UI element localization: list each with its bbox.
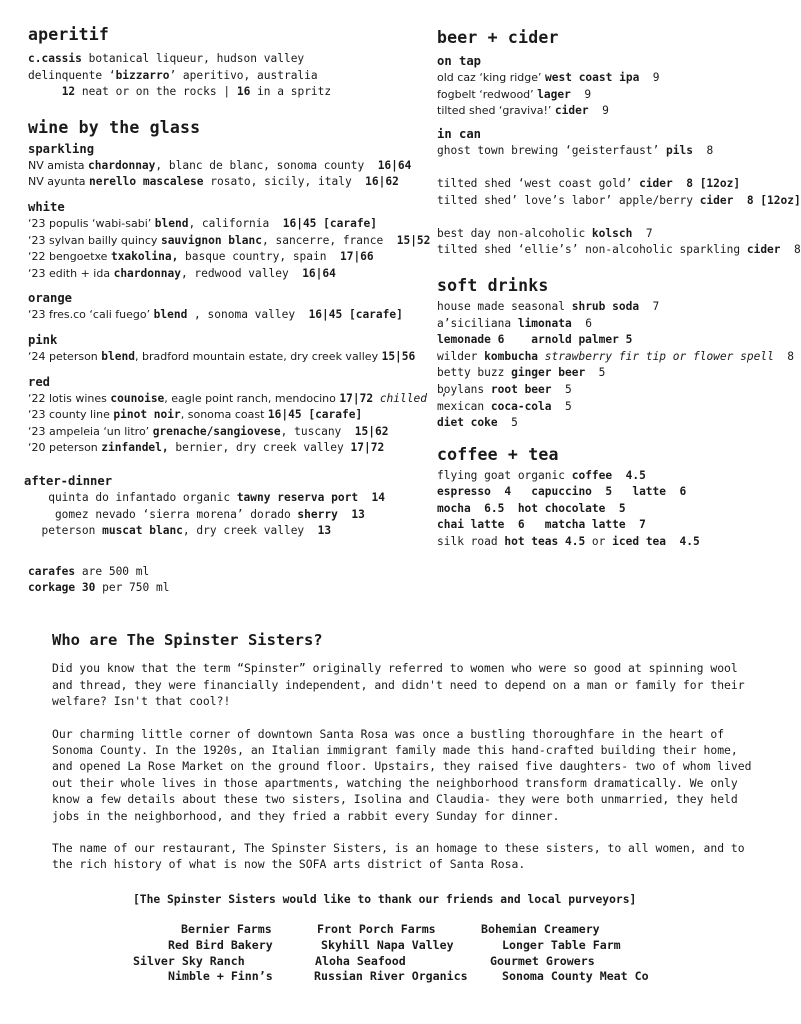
menu-line xyxy=(28,249,428,266)
menu-text: , redwood valley xyxy=(180,266,303,280)
menu-text: , california xyxy=(188,216,283,230)
menu-line xyxy=(437,316,782,333)
menu-text: NV amista xyxy=(28,158,89,172)
menu-text: , sonoma coast xyxy=(180,408,268,422)
menu-text: ghost town brewing ‘geisterfaust’ xyxy=(437,143,667,157)
menu-line xyxy=(437,534,782,551)
menu-item-name: 16|64 xyxy=(302,266,336,280)
menu-text: , dry creek valley xyxy=(182,524,318,538)
menu-text: quinta do infantado organic xyxy=(28,490,237,504)
menu-line xyxy=(28,349,428,366)
menu-text: ‘23 ampeleia ‘un litro’ xyxy=(28,424,153,438)
menu-item-name: 15|52 xyxy=(396,233,431,247)
menu-text: silk road xyxy=(437,535,505,549)
menu-text: betty buzz xyxy=(437,366,512,380)
menu-group-list xyxy=(28,158,428,191)
menu-text: old caz ‘king ridge’ xyxy=(437,71,546,84)
section-title-soft-drinks: soft drinks xyxy=(437,275,549,295)
menu-item-name: 15|56 xyxy=(381,349,416,363)
menu-item-name: 17|72 xyxy=(350,441,385,455)
menu-text: ‘23 county line xyxy=(28,408,114,422)
menu-line xyxy=(437,226,782,243)
menu-text: tilted shed ‘graviva!’ xyxy=(437,104,555,118)
menu-text: neat or on the rocks | xyxy=(75,85,237,99)
menu-line xyxy=(437,193,801,210)
section-title-after-dinner: after-dinner xyxy=(24,473,113,488)
menu-item-name: mocha 6.5 hot chocolate 5 xyxy=(437,501,626,515)
menu-item-name: 13 xyxy=(351,507,365,521)
menu-text: a’siciliana xyxy=(437,316,518,330)
menu-text: 5 xyxy=(551,399,572,413)
menu-line xyxy=(28,523,428,540)
menu-text: mexican xyxy=(437,399,491,413)
menu-item-name: cider xyxy=(554,104,589,118)
menu-item-name: blend xyxy=(101,349,135,363)
menu-line xyxy=(437,399,782,416)
story-paragraph-1: Did you know that the term “Spinster” originally referred to women who were so good at spinning wool and thread, they were financially independent, and didn't need to depend on a man or family for their welfare? Isn't that cool?! xyxy=(52,661,745,709)
menu-item-name: coffee 4.5 xyxy=(571,468,646,482)
menu-item-name: grenache/sangiovese xyxy=(152,424,281,438)
menu-text: ‘23 edith + ida xyxy=(28,266,114,280)
menu-text: ‘22 lotis wines xyxy=(28,391,111,405)
menu-line xyxy=(28,490,428,507)
menu-line xyxy=(437,87,782,104)
menu-item-name: chardonnay xyxy=(113,266,181,280)
purveyor-name: Nimble + Finn’s xyxy=(168,969,273,984)
purveyor-name: Sonoma County Meat Co xyxy=(502,969,649,984)
menu-text: , sonoma valley xyxy=(187,308,309,322)
menu-line xyxy=(437,176,782,193)
menu-item-name: limonata xyxy=(517,316,572,330)
menu-item-name: espresso 4 capuccino 5 latte 6 xyxy=(437,485,687,499)
purveyor-name: Aloha Seafood xyxy=(315,953,406,968)
menu-group-list xyxy=(28,307,428,324)
menu-text: chilled xyxy=(379,391,427,405)
menu-item-name: cider 8 [12oz] xyxy=(699,193,801,207)
menu-group-title: white xyxy=(28,199,65,214)
menu-text: ‘22 bengoetxe xyxy=(28,250,111,264)
menu-group-title: orange xyxy=(28,291,73,306)
menu-line xyxy=(437,332,782,349)
purveyor-name: Red Bird Bakery xyxy=(168,937,273,952)
menu-item-name: zinfandel, xyxy=(101,441,169,455)
menu-group xyxy=(28,290,428,324)
menu-text: 9 xyxy=(588,104,609,118)
menu-group-list xyxy=(437,70,782,120)
menu-item-name: kolsch xyxy=(591,226,633,240)
menu-text: , tuscany xyxy=(280,424,355,438)
menu-item-name: hot teas 4.5 xyxy=(504,535,586,549)
story-title: Who are The Spinster Sisters? xyxy=(52,631,323,649)
menu-text: 5 xyxy=(551,382,572,396)
story-paragraph-2: Our charming little corner of downtown Santa Rosa was once a bustling thoroughfare in the heart of Sonoma County. In the 1920s, an Italian immigrant family made this hand-crafted building their home, and opened La Rose Market on the ground floor. Upstairs, they raised five daughters- two of whom lived out their whole lives in those apartments, watching the neighborhood transform dramatically. We only know a few details about these two sisters, Isolina and Claudia- they were both unmarried, they held jobs in the neighborhood, and they fried a rabbit every Sunday for dinner. xyxy=(52,726,752,823)
menu-text: boylans xyxy=(437,382,491,396)
purveyor-name: Silver Sky Ranch xyxy=(133,953,245,968)
menu-item-name: ginger beer xyxy=(511,366,586,380)
menu-text: best day non-alcoholic xyxy=(437,226,592,240)
purveyor-name: Bohemian Creamery xyxy=(481,922,600,936)
menu-text: ‘24 peterson xyxy=(28,349,102,363)
menu-text: 8 xyxy=(773,349,795,363)
menu-item-name: 17|66 xyxy=(339,250,374,264)
menu-line xyxy=(28,233,431,250)
menu-item-name: c.cassis xyxy=(28,52,82,65)
menu-group-title: in can xyxy=(437,126,482,141)
menu-text xyxy=(358,491,371,504)
menu-text xyxy=(437,210,444,223)
menu-item-name: lemonade 6 arnold palmer 5 xyxy=(437,333,633,347)
menu-line xyxy=(28,391,448,408)
menu-group-title: sparkling xyxy=(28,141,95,156)
menu-line xyxy=(437,299,782,316)
menu-text: delinquente ‘ xyxy=(28,68,116,82)
purveyor-name: Russian River Organics xyxy=(314,969,468,984)
menu-item-name: 16|45 [carafe] xyxy=(282,216,378,230)
menu-group-title: on tap xyxy=(437,54,482,68)
menu-line xyxy=(28,564,428,581)
purveyor-name: Gourmet Growers xyxy=(490,953,595,968)
menu-text: 9 xyxy=(639,71,660,84)
menu-item-name: 17|72 xyxy=(339,391,374,405)
menu-line xyxy=(28,507,428,524)
menu-line xyxy=(437,382,782,399)
menu-text: 9 xyxy=(570,87,592,101)
menu-line xyxy=(28,84,428,101)
thanks-line: [The Spinster Sisters would like to thank our friends and local purveyors] xyxy=(133,893,637,906)
after-dinner-list xyxy=(28,490,428,540)
purveyor-row xyxy=(0,922,791,938)
menu-item-name: cider xyxy=(746,243,781,257)
menu-item-name: muscat blanc xyxy=(102,524,183,538)
menu-text: 6 xyxy=(571,316,592,330)
menu-line xyxy=(437,159,782,176)
menu-line xyxy=(437,242,801,259)
menu-item-name: sauvignon blanc xyxy=(160,233,262,247)
menu-group-list xyxy=(28,391,448,457)
right-column xyxy=(437,27,801,551)
menu-line xyxy=(437,517,782,534)
menu-line xyxy=(437,484,782,501)
purveyor-name: Skyhill Napa Valley xyxy=(321,937,454,952)
soft-drinks-list xyxy=(437,299,795,432)
menu-text: ‘23 sylvan bailly quincy xyxy=(28,233,161,247)
menu-line xyxy=(28,51,428,68)
menu-line xyxy=(28,174,428,191)
menu-line xyxy=(28,424,428,441)
menu-text: 7 xyxy=(639,299,660,313)
section-title-wine: wine by the glass xyxy=(28,117,201,137)
menu-item-name: nerello mascalese xyxy=(89,175,204,189)
menu-text: 8 xyxy=(692,143,714,157)
purveyor-row xyxy=(0,969,791,985)
menu-text: peterson xyxy=(28,524,103,538)
carafe-corkage-notes xyxy=(28,564,428,597)
section-title-coffee-tea: coffee + tea xyxy=(437,444,559,464)
menu-line xyxy=(437,70,782,87)
menu-text: 8 xyxy=(780,243,801,257)
aperitif-list xyxy=(28,51,428,101)
menu-group-title: red xyxy=(28,374,51,389)
menu-text: , eagle point ranch, mendocino xyxy=(164,391,340,405)
menu-item-name: 16|62 xyxy=(365,175,399,189)
menu-line xyxy=(28,440,428,457)
menu-text: tilted shed ‘ellie’s’ non-alcoholic sparkling xyxy=(437,243,747,257)
menu-item-name: shrub soda xyxy=(571,299,640,313)
menu-text: strawberry fir tip or flower spell xyxy=(544,349,774,363)
menu-text xyxy=(538,350,545,363)
menu-item-name: blend xyxy=(153,308,188,322)
menu-item-name: pils xyxy=(666,143,693,157)
menu-item-name: cider 8 [12oz] xyxy=(639,176,741,190)
menu-text: gomez nevado ‘sierra morena’ dorado xyxy=(28,507,298,521)
menu-text: ‘23 fres.co ‘cali fuego’ xyxy=(28,308,154,322)
menu-group xyxy=(28,199,431,282)
menu-item-name: chai latte 6 matcha latte 7 xyxy=(437,518,646,532)
menu-text: flying goat organic xyxy=(437,468,572,482)
menu-line xyxy=(437,365,782,382)
menu-text: tilted shed ‘west coast gold’ xyxy=(437,176,640,190)
menu-item-name: chardonnay xyxy=(88,158,156,172)
menu-line xyxy=(28,216,428,233)
menu-text: house made seasonal xyxy=(437,299,572,313)
menu-item-name: 16|45 [carafe] xyxy=(267,408,363,422)
menu-line xyxy=(28,307,428,324)
menu-item-name: 16 xyxy=(236,85,251,99)
menu-text: 5 xyxy=(497,416,518,430)
menu-text: ‘ xyxy=(426,391,448,405)
purveyor-name: Bernier Farms xyxy=(181,922,272,936)
coffee-tea-list xyxy=(437,468,782,551)
menu-text: basque country, spain xyxy=(178,250,340,264)
menu-text: 7 xyxy=(632,226,653,240)
story-paragraph-3: The name of our restaurant, The Spinster Sisters, is an homage to these sisters, to all women, and to the rich history of what is now the SOFA arts district of Santa Rosa. xyxy=(52,841,745,872)
menu-group-title: pink xyxy=(28,332,58,347)
menu-line xyxy=(28,580,428,597)
menu-line xyxy=(437,501,782,518)
purveyor-row xyxy=(0,954,791,970)
menu-item-name: counoise xyxy=(110,391,165,405)
menu-text: wilder xyxy=(437,349,485,363)
menu-item-name: iced tea 4.5 xyxy=(612,535,700,549)
menu-group xyxy=(28,374,448,457)
menu-text: tilted shed’ love’s labor’ apple/berry xyxy=(437,193,700,207)
story-section xyxy=(52,632,752,889)
menu-line xyxy=(28,68,428,85)
section-title-aperitif: aperitif xyxy=(28,25,110,44)
menu-item-name: west coast ipa xyxy=(545,71,640,84)
menu-item-name: 12 xyxy=(61,85,76,99)
purveyor-name: Front Porch Farms xyxy=(317,922,436,936)
menu-text: , bradford mountain estate, dry creek valley xyxy=(134,349,382,363)
menu-item-name: lager xyxy=(537,87,571,101)
menu-item-name: 16|64 xyxy=(377,158,412,172)
menu-item-name: pinot noir xyxy=(113,408,181,422)
menu-item-name: txakolina, xyxy=(110,250,179,264)
menu-text: bernier, dry creek valley xyxy=(168,441,351,455)
menu-item-name: sherry xyxy=(297,507,338,521)
menu-item-name: corkage 30 xyxy=(28,581,96,595)
menu-group-list xyxy=(437,143,801,259)
menu-text xyxy=(437,160,444,173)
menu-text: ’ aperitivo, australia xyxy=(169,68,318,82)
menu-item-name: carafes xyxy=(28,564,76,578)
menu-line xyxy=(437,143,782,160)
beer-groups xyxy=(437,53,801,259)
menu-line xyxy=(437,415,782,432)
menu-group-list xyxy=(28,349,428,366)
menu-line xyxy=(437,468,782,485)
menu-item-name: tawny reserva port xyxy=(236,490,359,504)
menu-group xyxy=(437,53,782,120)
menu-item-name: root beer xyxy=(490,382,552,396)
menu-text: botanical liqueur, hudson valley xyxy=(81,52,305,65)
menu-text: ‘20 peterson xyxy=(28,441,102,455)
menu-text: ‘23 populis ‘wabi-sabi’ xyxy=(28,216,155,230)
wine-groups xyxy=(28,141,448,457)
menu-text xyxy=(28,85,62,98)
menu-text: or xyxy=(585,535,613,549)
menu-text: per 750 ml xyxy=(95,581,170,595)
left-column xyxy=(24,24,448,597)
menu-group xyxy=(437,126,801,259)
menu-item-name: 15|62 xyxy=(354,424,389,438)
menu-text: fogbelt ‘redwood’ xyxy=(437,87,538,101)
menu-text: , blanc de blanc, sonoma county xyxy=(155,158,378,172)
menu-line xyxy=(28,266,428,283)
menu-line xyxy=(437,349,795,366)
menu-text: are 500 ml xyxy=(75,564,150,578)
menu-text: , sancerre, france xyxy=(262,233,397,247)
menu-line xyxy=(437,103,782,120)
menu-item-name: coca-cola xyxy=(490,399,552,413)
purveyor-name: Longer Table Farm xyxy=(502,937,621,952)
menu-text xyxy=(373,392,380,405)
menu-item-name: blend xyxy=(154,216,189,230)
menu-line xyxy=(28,407,428,424)
menu-line xyxy=(437,209,782,226)
menu-text: rosato, sicily, italy xyxy=(203,175,366,189)
menu-line xyxy=(28,158,428,175)
menu-text: NV ayunta xyxy=(28,175,89,189)
menu-group xyxy=(28,332,428,366)
purveyor-row xyxy=(0,938,791,954)
menu-item-name: 14 xyxy=(371,490,386,504)
menu-item-name: diet coke xyxy=(437,416,498,430)
menu-group-list xyxy=(28,216,431,282)
menu-group xyxy=(28,141,428,191)
menu-text: in a spritz xyxy=(250,85,332,99)
purveyors-list xyxy=(0,922,791,985)
menu-item-name: kombucha xyxy=(484,349,539,363)
section-title-beer-cider: beer + cider xyxy=(437,28,559,47)
menu-text: 5 xyxy=(585,366,606,380)
menu-item-name: 16|45 [carafe] xyxy=(308,308,403,322)
menu-item-name: 13 xyxy=(317,524,332,538)
menu-item-name: bizzarro xyxy=(115,68,170,82)
menu-text xyxy=(338,508,351,521)
